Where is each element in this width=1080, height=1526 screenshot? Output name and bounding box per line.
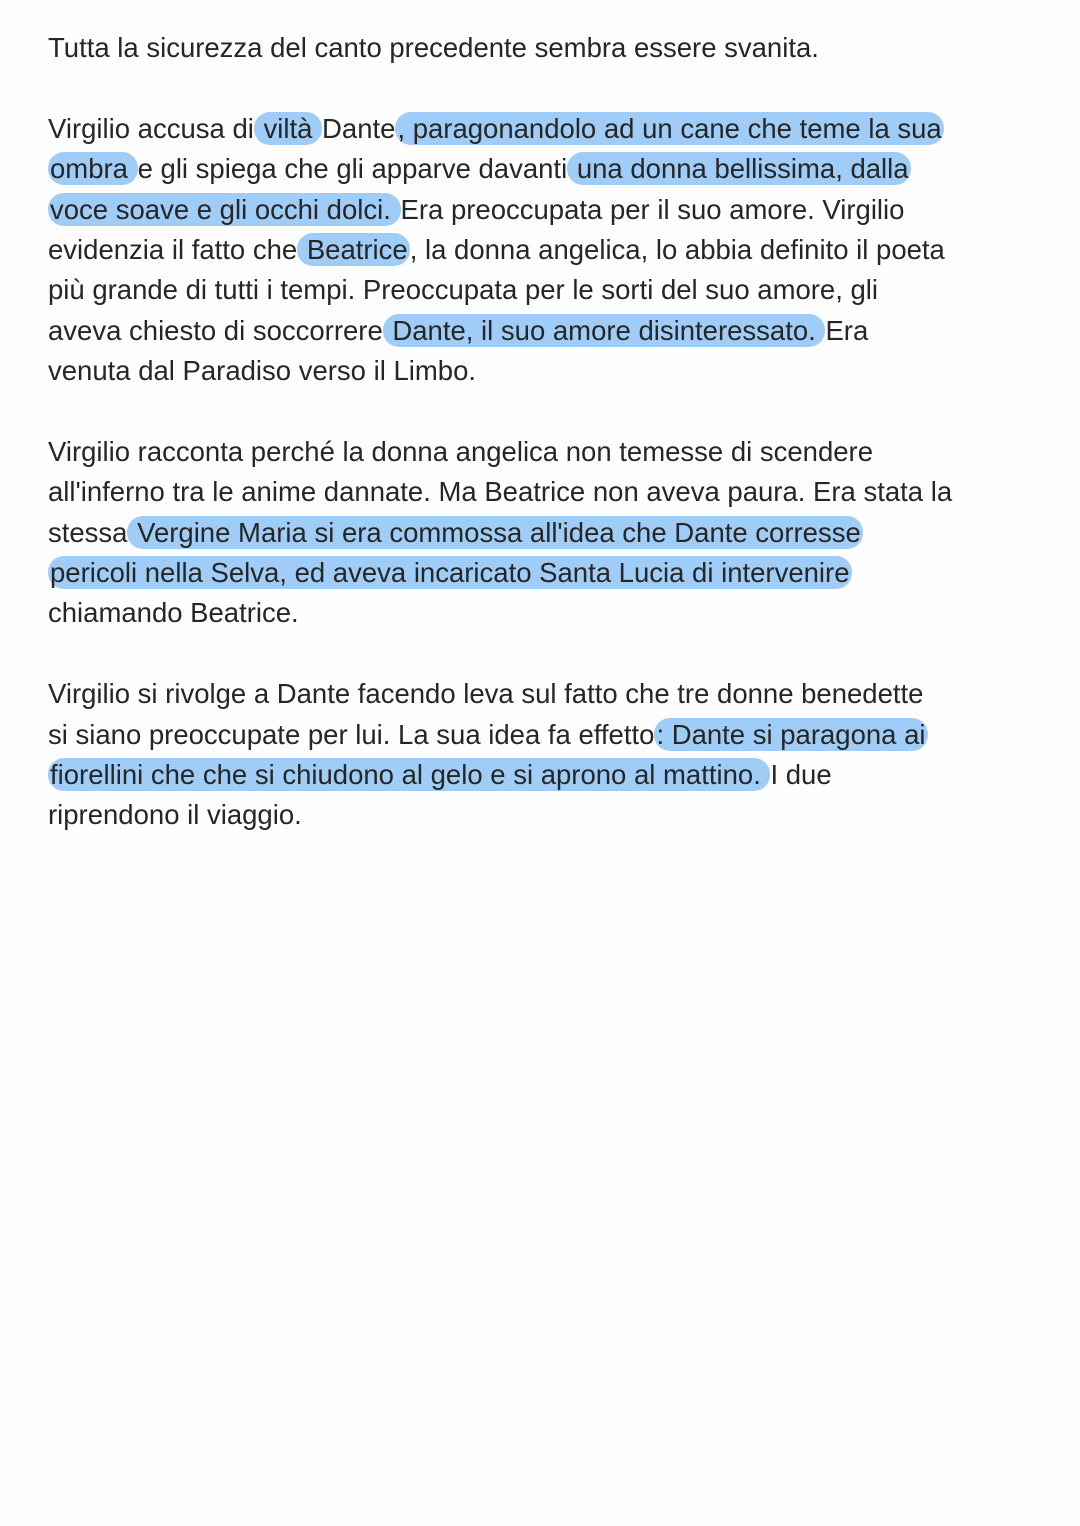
text-segment: aveva chiesto di soccorrere bbox=[48, 314, 383, 346]
highlighted-text: fiorellini che che si chiudono al gelo e si aprono al mattino. bbox=[50, 759, 769, 791]
paragraph-gap bbox=[48, 634, 952, 674]
paragraph-gap bbox=[48, 392, 952, 432]
text-segment: Virgilio racconta perché la donna angelica non temesse di scendere bbox=[48, 435, 874, 467]
text-line bbox=[48, 553, 952, 593]
text-segment: all'inferno tra le anime dannate. Ma Beatrice non aveva paura. Era stata la bbox=[48, 476, 953, 508]
highlighted-text: Vergine Maria si era commossa all'idea che Dante corresse bbox=[129, 516, 861, 548]
text-segment: chiamando Beatrice. bbox=[48, 597, 299, 629]
text-line bbox=[48, 311, 952, 351]
highlighted-text: pericoli nella Selva, ed aveva incaricato Santa Lucia di intervenire bbox=[50, 557, 850, 589]
paragraph-gap bbox=[48, 68, 952, 108]
highlighted-text: ombra bbox=[50, 153, 136, 185]
text-line bbox=[48, 674, 952, 714]
text-line bbox=[48, 351, 952, 391]
text-segment: Tutta la sicurezza del canto precedente sembra essere svanita. bbox=[48, 32, 819, 63]
text-segment: riprendono il viaggio. bbox=[48, 799, 302, 831]
text-segment: Virgilio accusa di bbox=[48, 112, 254, 144]
highlighted-text: una donna bellissima, dalla bbox=[569, 153, 909, 185]
text-segment: e gli spiega che gli apparve davanti bbox=[137, 153, 568, 185]
text-line bbox=[48, 593, 952, 633]
text-segment: evidenzia il fatto che bbox=[48, 233, 298, 265]
text-line bbox=[48, 472, 952, 512]
highlighted-text: : Dante si paragona ai bbox=[656, 718, 926, 750]
paragraph bbox=[48, 28, 952, 68]
text-line bbox=[48, 715, 952, 755]
text-segment: stessa bbox=[48, 516, 128, 548]
text-line bbox=[48, 149, 952, 189]
text-segment: più grande di tutti i tempi. Preoccupata per le sorti del suo amore, gli bbox=[48, 274, 879, 306]
text-segment: Era preoccupata per il suo amore. Virgilio bbox=[400, 193, 905, 225]
paragraph bbox=[48, 432, 952, 634]
text-line bbox=[48, 432, 952, 472]
highlighted-text: viltà bbox=[255, 112, 321, 144]
text-line bbox=[48, 230, 952, 270]
text-segment: I due bbox=[770, 759, 832, 791]
highlighted-text: Dante, il suo amore disinteressato. bbox=[384, 314, 824, 346]
text-line bbox=[48, 755, 952, 795]
text-line bbox=[48, 270, 952, 310]
text-segment: , la donna angelica, lo abbia definito il poeta bbox=[409, 233, 945, 265]
text-segment: Dante bbox=[322, 112, 396, 144]
paragraph bbox=[48, 674, 952, 836]
highlighted-text: Beatrice bbox=[299, 233, 408, 265]
text-segment: Era bbox=[825, 314, 869, 346]
text-line bbox=[48, 28, 952, 68]
document-body bbox=[48, 28, 952, 836]
text-segment: venuta dal Paradiso verso il Limbo. bbox=[48, 355, 477, 387]
text-line bbox=[48, 795, 952, 835]
highlighted-text: , paragonandolo ad un cane che teme la sua bbox=[397, 112, 942, 144]
text-line bbox=[48, 109, 952, 149]
highlighted-text: voce soave e gli occhi dolci. bbox=[50, 193, 399, 225]
text-segment: si siano preoccupate per lui. La sua idea fa effetto bbox=[48, 718, 655, 750]
text-line bbox=[48, 513, 952, 553]
text-line bbox=[48, 190, 952, 230]
text-segment: Virgilio si rivolge a Dante facendo leva sul fatto che tre donne benedette bbox=[48, 678, 924, 710]
paragraph bbox=[48, 109, 952, 392]
